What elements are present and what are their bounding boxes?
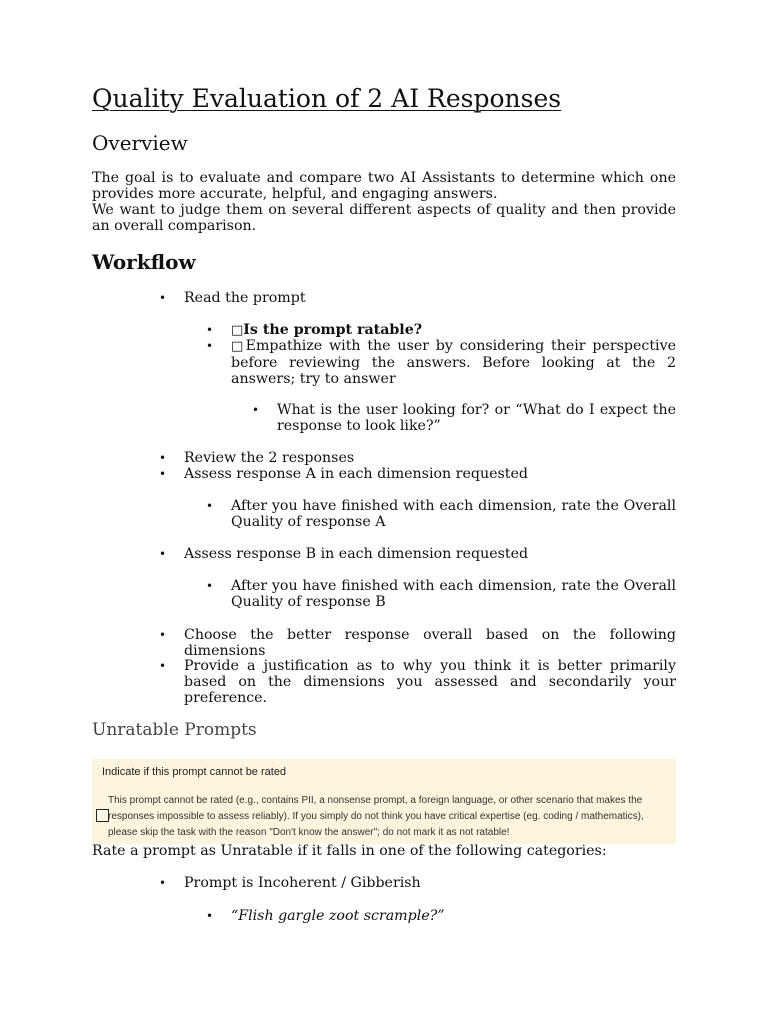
workflow-heading: Workflow: [92, 250, 196, 274]
list-item-choose: Choose the better response overall based on the following dimensions: [184, 627, 676, 659]
list-item-empathize: [231, 338, 676, 387]
bullet: •: [206, 323, 214, 337]
panel-description: This prompt cannot be rated (e.g., contains PII, a nonsense prompt, a foreign language, or other scenario that makes the responses impossible to assess reliably). If you simply do not think you have critical expertise (eg. coding / mathematics), please skip the task with the reason "Don't know the answer"; do not mark it as not ratable!: [108, 795, 644, 838]
unratable-heading: Unratable Prompts: [92, 720, 257, 740]
bullet: •: [206, 499, 214, 513]
list-item-assess-a: Assess response A in each dimension requested: [184, 466, 528, 482]
ratable-question: Is the prompt ratable?: [243, 322, 423, 338]
list-item-category-1: Prompt is Incoherent / Gibberish: [184, 875, 421, 891]
bullet: •: [206, 909, 214, 923]
empathize-text: Empathize with the user by considering their perspective before reviewing the answers. Before looking at the 2 answers; try to answer: [231, 338, 676, 387]
panel-title: Indicate if this prompt cannot be rated: [102, 766, 287, 778]
bullet: •: [206, 339, 214, 353]
list-item-overall-b: After you have finished with each dimension, rate the Overall Quality of response B: [231, 578, 676, 610]
checkbox-glyph-icon: □: [231, 323, 244, 338]
overview-paragraph-1: The goal is to evaluate and compare two AI Assistants to determine which one provides more accurate, helpful, and engaging answers.: [92, 170, 676, 202]
unratable-intro: Rate a prompt as Unratable if it falls in one of the following categories:: [92, 843, 607, 859]
bullet: •: [159, 628, 167, 642]
list-item-assess-b: Assess response B in each dimension requested: [184, 546, 529, 562]
bullet: •: [159, 291, 167, 305]
list-item-justify: Provide a justification as to why you think it is better primarily based on the dimensions you assessed and secondarily your preference.: [184, 658, 676, 706]
overview-heading: Overview: [92, 131, 188, 155]
document-title: Quality Evaluation of 2 AI Responses: [92, 84, 562, 113]
overview-paragraph-2: We want to judge them on several different aspects of quality and then provide an overall comparison.: [92, 202, 676, 234]
list-item-overall-a: After you have finished with each dimension, rate the Overall Quality of response A: [231, 498, 676, 530]
bullet: •: [252, 403, 260, 417]
bullet: •: [159, 547, 167, 561]
bullet: •: [206, 579, 214, 593]
list-item-read-prompt: Read the prompt: [184, 290, 306, 306]
bullet: •: [159, 876, 167, 890]
bullet: •: [159, 451, 167, 465]
list-item-expect: What is the user looking for? or “What do I expect the response to look like?”: [277, 402, 676, 434]
list-item-ratable: [231, 322, 676, 339]
bullet: •: [159, 467, 167, 481]
list-item-example-1: “Flish gargle zoot scrample?”: [231, 908, 445, 924]
checkbox-glyph-icon: □: [231, 339, 246, 354]
list-item-review: Review the 2 responses: [184, 450, 355, 466]
unratable-screenshot-panel: [92, 759, 676, 844]
bullet: •: [159, 659, 167, 673]
